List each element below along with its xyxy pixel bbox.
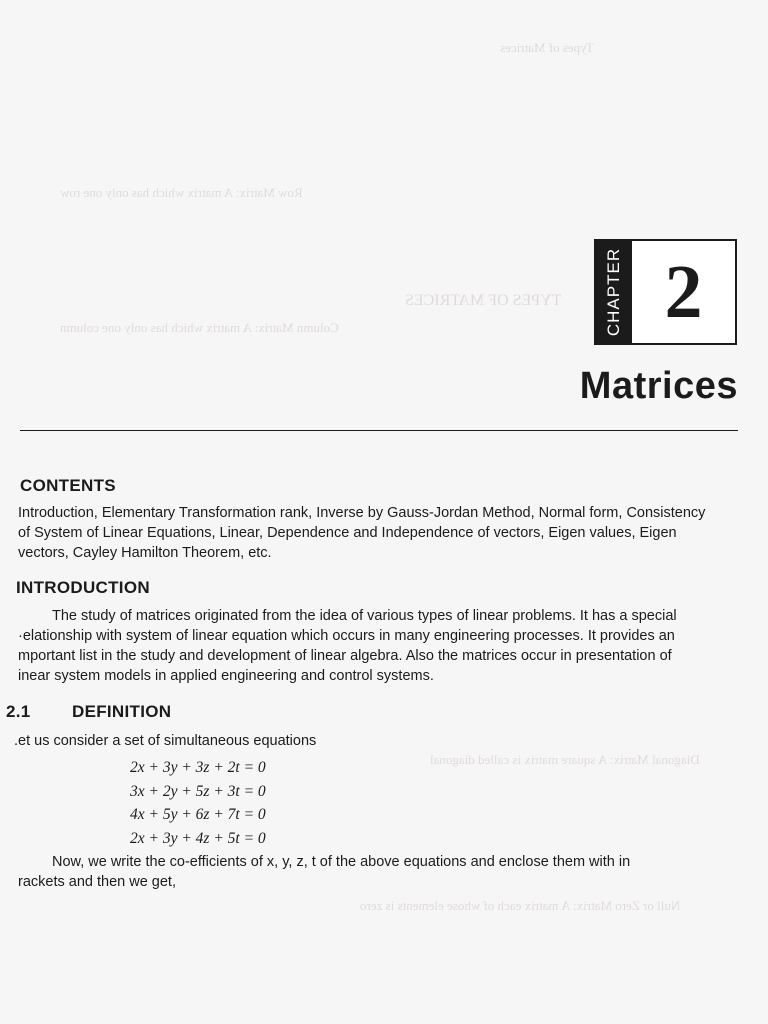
- contents-text: [18, 503, 746, 563]
- bleed-through-text: Row Matrix: A matrix which has only one row: [60, 185, 303, 200]
- introduction-heading: INTRODUCTION: [16, 578, 150, 597]
- introduction-line: The study of matrices originated from the idea of various types of linear problems. It has a special: [52, 608, 677, 624]
- definition-heading: DEFINITION: [72, 702, 172, 721]
- definition-line: rackets and then we get,: [18, 874, 176, 890]
- equation: 4x + 5y + 6z + 7t = 0: [130, 806, 266, 823]
- definition-line: Now, we write the co-efficients of x, y, z, t of the above equations and enclose them with in: [52, 854, 631, 870]
- contents-line: of System of Linear Equations, Linear, Dependence and Independence of vectors, Eigen values, Eigen: [18, 525, 677, 541]
- chapter-title: Matrices: [579, 365, 738, 407]
- chapter-number: 2: [664, 250, 703, 334]
- introduction-line: inear system models in applied engineering and control systems.: [18, 668, 434, 684]
- bleed-through-text: Types of Matrices: [500, 40, 594, 55]
- definition-intro: .et us consider a set of simultaneous equations: [14, 733, 317, 749]
- contents-line: Introduction, Elementary Transformation rank, Inverse by Gauss-Jordan Method, Normal form, Consistency: [18, 505, 706, 521]
- bleed-through-text: Diagonal Matrix: A square matrix is called diagonal: [430, 752, 700, 767]
- equation: 2x + 3y + 4z + 5t = 0: [130, 829, 266, 847]
- equation: 3x + 2y + 5z + 3t = 0: [130, 782, 266, 800]
- definition-text: [18, 852, 746, 892]
- equation: 2x + 3y + 3z + 2t = 0: [130, 759, 266, 776]
- introduction-line: ·elationship with system of linear equation which occurs in many engineering processes. It provides an: [18, 628, 675, 644]
- equation-block: [130, 756, 266, 850]
- contents-heading: CONTENTS: [20, 476, 116, 495]
- chapter-badge: [594, 239, 737, 345]
- title-rule: [20, 430, 738, 431]
- section-number: 2.1: [6, 702, 31, 721]
- chapter-label: CHAPTER: [604, 247, 623, 337]
- contents-line: vectors, Cayley Hamilton Theorem, etc.: [18, 545, 272, 561]
- bleed-through-text: Column Matrix: A matrix which has only one column: [60, 320, 339, 335]
- introduction-line: mportant list in the study and development of linear algebra. Also the matrices occur in presentation of: [18, 648, 672, 664]
- bleed-through-text: Null or Zero Matrix: A matrix each of whose elements is zero: [360, 898, 681, 913]
- introduction-text: [18, 606, 746, 686]
- bleed-through-text: TYPES OF MATRICES: [405, 292, 562, 309]
- chapter-tab: [596, 241, 632, 343]
